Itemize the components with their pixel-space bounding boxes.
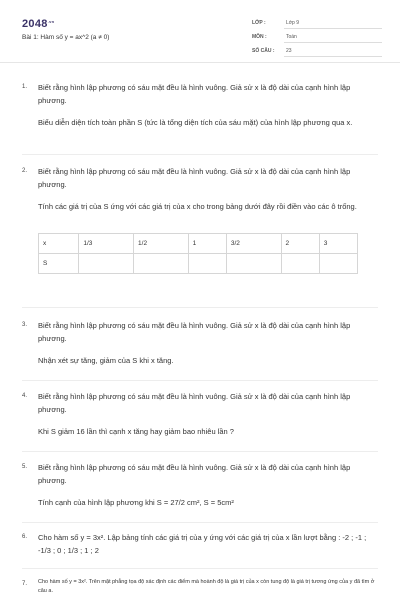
divider	[22, 451, 378, 452]
table-cell: 3/2	[226, 234, 281, 254]
question-number: 5.	[22, 464, 28, 470]
question-number: 6.	[22, 534, 28, 540]
question-number: 2.	[22, 168, 28, 174]
question-2	[22, 165, 378, 222]
divider	[22, 307, 378, 308]
question-text: Biết rằng hình lập phương có sáu mặt đều là hình vuông. Giả sử x là độ dài của cạnh hình lập phương.	[38, 321, 351, 343]
divider	[22, 522, 378, 523]
table-cell: x	[39, 234, 79, 254]
question-7	[22, 578, 378, 605]
table-cell: S	[39, 254, 79, 274]
question-1	[22, 81, 378, 138]
meta-value: Toán	[284, 32, 382, 43]
question-number: 3.	[22, 322, 28, 328]
question-number: 7.	[22, 581, 28, 587]
question-prompt: Nhận xét sự tăng, giảm của S khi x tăng.	[38, 356, 174, 365]
table-cell-empty[interactable]	[188, 254, 226, 274]
meta-row-class	[252, 17, 382, 29]
question-prompt: Khi S giảm 16 lần thì cạnh x tăng hay giảm bao nhiêu lần ?	[38, 427, 234, 436]
meta-row-subject	[252, 31, 382, 43]
question-6	[22, 531, 378, 566]
question-prompt: Tính các giá trị của S ứng với các giá trị của x cho trong bảng dưới đây rồi điền vào các ô trống.	[38, 202, 357, 211]
question-4	[22, 390, 378, 447]
divider	[22, 154, 378, 155]
question-text: Biết rằng hình lập phương có sáu mặt đều là hình vuông. Giả sử x là độ dài của cạnh hình lập phương.	[38, 167, 351, 189]
table-cell-empty[interactable]	[134, 254, 189, 274]
table-cell: 1/3	[79, 234, 134, 254]
meta-label: LỚP :	[252, 20, 266, 26]
meta-value: Lớp 9	[284, 18, 382, 29]
question-text: Biết rằng hình lập phương có sáu mặt đều là hình vuông. Giả sử x là độ dài của cạnh hình lập phương.	[38, 83, 351, 105]
site-logo[interactable]: $2048^{.vn}$	[22, 18, 55, 30]
question-text: Cho hàm số y = 3x². Trên mặt phẳng tọa độ xác định các điểm mà hoành độ là giá trị của x còn tung độ là giá trị tương ứng của y đã tìm ở câu a.	[38, 579, 375, 594]
question-number: 4.	[22, 393, 28, 399]
worksheet-header	[0, 0, 400, 63]
table-cell: 1/2	[134, 234, 189, 254]
question-text: Biết rằng hình lập phương có sáu mặt đều là hình vuông. Giả sử x là độ dài của cạnh hình lập phương.	[38, 463, 351, 485]
divider	[22, 380, 378, 381]
question-text: Biết rằng hình lập phương có sáu mặt đều là hình vuông. Giả sử x là độ dài của cạnh hình lập phương.	[38, 392, 351, 414]
question-5	[22, 461, 378, 518]
table-row	[39, 254, 358, 274]
lesson-title: Bài 1: Hàm số y = ax^2 (a ≠ 0)	[22, 34, 110, 41]
table-cell: 1	[188, 234, 226, 254]
table-row	[39, 234, 358, 254]
table-cell-empty[interactable]	[79, 254, 134, 274]
value-table	[38, 233, 358, 274]
divider	[22, 568, 378, 569]
table-cell: 2	[281, 234, 319, 254]
meta-value: 23	[284, 46, 382, 57]
meta-info	[252, 17, 382, 59]
question-3	[22, 319, 378, 376]
meta-label: SỐ CÂU :	[252, 48, 275, 54]
question-prompt: Biểu diễn diện tích toàn phần S (tức là tổng diện tích của sáu mặt) của hình lập phương qua x.	[38, 118, 353, 127]
table-cell-empty[interactable]	[281, 254, 319, 274]
question-text: Cho hàm số y = 3x². Lập bảng tính các giá trị của y ứng với các giá trị của x lần lượt bằng : -2 ; -1 ; -1/3 ; 0 ; 1/3 ; 1 ; 2	[38, 533, 367, 555]
question-number: 1.	[22, 84, 28, 90]
table-cell-empty[interactable]	[319, 254, 357, 274]
question-prompt: Tính cạnh của hình lập phương khi S = 27/2 cm², S = 5cm²	[38, 498, 234, 507]
meta-label: MÔN :	[252, 34, 267, 40]
meta-row-count	[252, 45, 382, 57]
table-cell-empty[interactable]	[226, 254, 281, 274]
table-cell: 3	[319, 234, 357, 254]
